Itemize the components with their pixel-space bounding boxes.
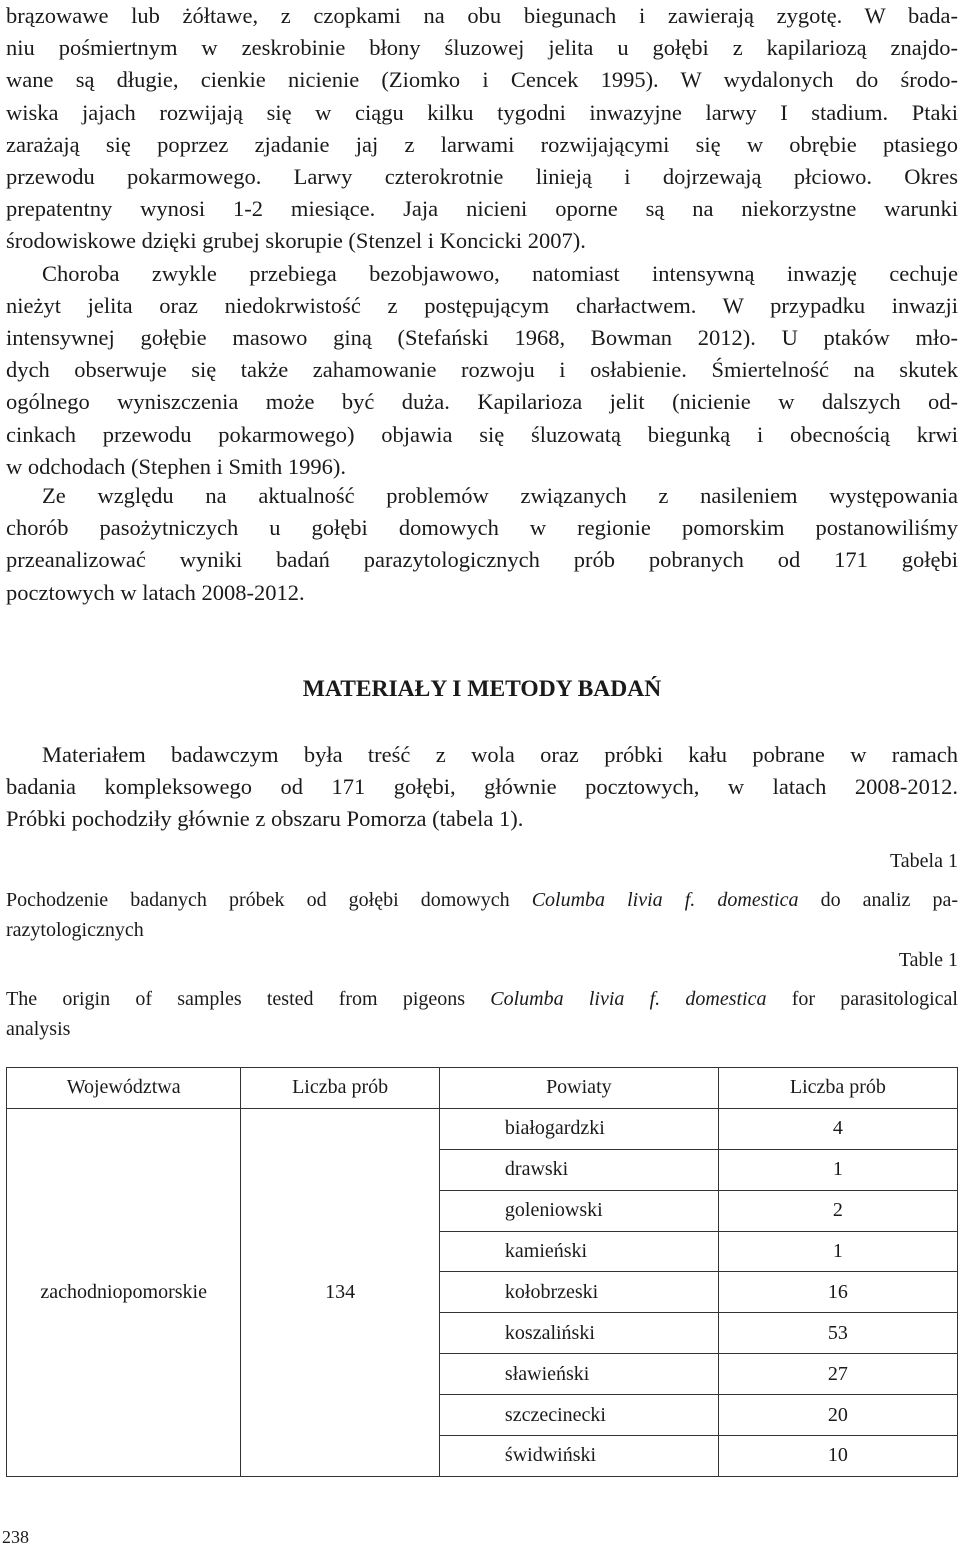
text-line: dych obserwuje się także zahamowanie rozwoju i osłabienie. Śmiertelność na skutek: [6, 357, 958, 383]
caption-text: do analiz pa-: [798, 889, 958, 911]
text-line: ogólnego wyniszczenia może być duża. Kapilarioza jelit (nicienie w dalszych od-: [6, 389, 958, 415]
header-sample-count: Liczba prób: [718, 1068, 957, 1109]
district-cell: koszaliński: [439, 1313, 718, 1354]
table-caption-pl: [6, 886, 958, 945]
district-cell: sławieński: [439, 1354, 718, 1395]
district-cell: drawski: [439, 1149, 718, 1190]
district-cell: świdwiński: [439, 1436, 718, 1477]
table-caption-en: [6, 985, 958, 1044]
table-row: [7, 1108, 958, 1149]
province-count-cell: 134: [241, 1108, 440, 1476]
text-line: nieżyt jelita oraz niedokrwistość z postępującym charłactwem. W przypadku inwazji: [6, 292, 958, 318]
district-count-cell: 2: [718, 1190, 957, 1231]
header-provinces: Województwa: [7, 1068, 241, 1109]
text-line: Choroba zwykle przebiega bezobjawowo, natomiast intensywną inwazję cechuje: [42, 260, 958, 286]
text-line: brązowawe lub żółtawe, z czopkami na obu biegunach i zawierają zygotę. W bada-: [6, 3, 958, 28]
text-line: Ze względu na aktualność problemów związanych z nasileniem występowania: [42, 483, 958, 508]
district-cell: białogardzki: [439, 1108, 718, 1149]
table-label-en: Table 1: [898, 949, 958, 971]
body-paragraph-1: [6, 0, 958, 483]
text-line: pocztowych w latach 2008-2012.: [6, 579, 305, 605]
caption-text: Pochodzenie badanych próbek od gołębi domowych: [6, 889, 532, 911]
text-line: badania kompleksowego od 171 gołębi, głównie pocztowych, w latach 2008-2012.: [6, 774, 958, 800]
district-cell: goleniowski: [439, 1190, 718, 1231]
table-label-pl: Tabela 1: [889, 850, 958, 872]
samples-origin-table: [6, 1067, 958, 1477]
caption-text: analysis: [6, 1017, 71, 1040]
text-line: Materiałem badawczym była treść z wola oraz próbki kału pobrane w ramach: [42, 742, 958, 767]
text-line: wane są długie, cienkie nicienie (Ziomko i Cencek 1995). W wydalonych do środo-: [6, 67, 958, 93]
text-line: prepatentny wynosi 1-2 miesiące. Jaja nicieni oporne są na niekorzystne warunki: [6, 196, 958, 222]
district-count-cell: 10: [718, 1436, 957, 1477]
text-line: wiska jajach rozwijają się w ciągu kilku tygodni inwazyjne larwy I stadium. Ptaki: [6, 99, 958, 125]
text-line: cinkach przewodu pokarmowego) objawia się śluzowatą biegunką i obecnością krwi: [6, 421, 958, 447]
page-number: 238: [2, 1527, 29, 1547]
district-count-cell: 27: [718, 1354, 957, 1395]
text-line: środowiskowe dzięki grubej skorupie (Stenzel i Koncicki 2007).: [6, 228, 586, 254]
species-name: Columba livia f. domestica: [490, 988, 767, 1010]
text-line: intensywnej gołębie masowo giną (Stefański 1968, Bowman 2012). U ptaków mło-: [6, 325, 958, 351]
body-paragraph-3: [6, 739, 958, 836]
district-count-cell: 1: [718, 1149, 957, 1190]
header-districts: Powiaty: [439, 1068, 718, 1109]
text-line: przewodu pokarmowego. Larwy czterokrotnie linieją i dojrzewają płciowo. Okres: [6, 164, 958, 190]
text-line: zarażają się poprzez zjadanie jaj z larwami rozwijającymi się w obrębie ptasiego: [6, 131, 958, 157]
district-cell: szczecinecki: [439, 1395, 718, 1436]
header-sample-count: Liczba prób: [241, 1068, 440, 1109]
table-header-row: [7, 1068, 958, 1109]
district-count-cell: 53: [718, 1313, 957, 1354]
section-heading: MATERIAŁY I METODY BADAŃ: [302, 676, 662, 702]
text-line: Próbki pochodziły głównie z obszaru Pomorza (tabela 1).: [6, 806, 524, 832]
district-count-cell: 4: [718, 1108, 957, 1149]
district-count-cell: 16: [718, 1272, 957, 1313]
caption-text: razytologicznych: [6, 918, 144, 941]
text-line: niu pośmiertnym w zeskrobinie błony śluzowej jelita u gołębi z kapilariozą znajdo-: [6, 35, 958, 61]
caption-text: for parasitological: [766, 988, 958, 1010]
district-cell: kamieński: [439, 1231, 718, 1272]
province-cell: zachodniopomorskie: [7, 1108, 241, 1476]
body-paragraph-2: [6, 480, 958, 609]
district-count-cell: 20: [718, 1395, 957, 1436]
district-count-cell: 1: [718, 1231, 957, 1272]
text-line: chorób pasożytniczych u gołębi domowych w regionie pomorskim postanowiliśmy: [6, 515, 958, 541]
text-line: w odchodach (Stephen i Smith 1996).: [6, 453, 346, 479]
text-line: przeanalizować wyniki badań parazytologicznych prób pobranych od 171 gołębi: [6, 547, 958, 573]
species-name: Columba livia f. domestica: [531, 889, 799, 911]
caption-text: The origin of samples tested from pigeons: [6, 988, 491, 1010]
district-cell: kołobrzeski: [439, 1272, 718, 1313]
